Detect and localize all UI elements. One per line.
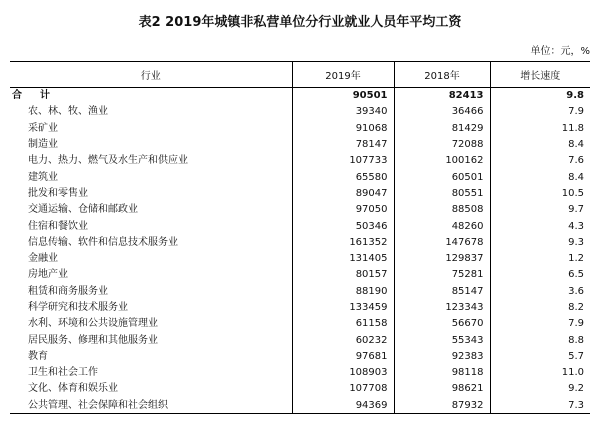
industry-cell: 批发和零售业 [28, 187, 88, 199]
industry-cell: 电力、热力、燃气及水生产和供应业 [28, 155, 188, 167]
table-row [10, 234, 590, 250]
value-2018-cell: 48260 [394, 218, 490, 234]
value-2018-cell: 85147 [394, 283, 490, 299]
growth-cell: 8.8 [490, 332, 590, 348]
industry-cell: 居民服务、修理和其他服务业 [28, 334, 158, 346]
industry-cell: 租赁和商务服务业 [28, 285, 108, 297]
value-2019-cell: 89047 [292, 185, 394, 201]
industry-cell: 文化、体育和娱乐业 [28, 383, 118, 395]
value-2019-cell: 61158 [292, 316, 394, 332]
table-body [10, 88, 590, 414]
table-row [10, 397, 590, 413]
growth-cell: 6.5 [490, 267, 590, 283]
unit-note: 单位：元，% [530, 46, 590, 57]
industry-cell: 卫生和社会工作 [28, 367, 98, 379]
value-2019-cell: 65580 [292, 169, 394, 185]
industry-cell: 教育 [28, 350, 48, 362]
industry-cell: 公共管理、社会保障和社会组织 [10, 397, 292, 413]
value-2018-cell: 56670 [394, 316, 490, 332]
total-2018: 82413 [394, 88, 490, 104]
industry-cell: 农、林、牧、渔业 [28, 106, 108, 118]
total-row [10, 88, 590, 104]
value-2018-cell: 98118 [394, 365, 490, 381]
industry-cell: 科学研究和技术服务业 [28, 302, 128, 313]
value-2019-cell: 60232 [292, 332, 394, 348]
value-2018-cell: 98621 [394, 381, 490, 397]
table-row [10, 120, 590, 136]
value-2019-cell: 107733 [292, 153, 394, 169]
growth-cell: 9.2 [490, 381, 590, 397]
value-2019-cell: 50346 [292, 218, 394, 234]
growth-cell: 7.3 [490, 397, 590, 413]
table-row [10, 381, 590, 397]
growth-cell: 9.3 [490, 234, 590, 250]
industry-cell: 金融业 [28, 253, 58, 265]
industry-cell: 住宿和餐饮业 [28, 220, 88, 232]
table-row [10, 218, 590, 234]
table-row [10, 202, 590, 218]
value-2018-cell: 55343 [394, 332, 490, 348]
table-row [10, 332, 590, 348]
table-row [10, 316, 590, 332]
wage-table [10, 61, 590, 414]
header-2019: 2019年 [292, 62, 394, 88]
value-2019-cell: 78147 [292, 136, 394, 152]
value-2018-cell: 72088 [394, 136, 490, 152]
table-row [10, 153, 590, 169]
table-row [10, 348, 590, 364]
industry-cell: 交通运输、仓储和邮政业 [28, 204, 138, 216]
total-growth: 9.8 [490, 88, 590, 104]
growth-cell: 10.5 [490, 185, 590, 201]
table-row [10, 169, 590, 185]
value-2018-cell: 81429 [394, 120, 490, 136]
header-industry: 行业 [10, 62, 292, 88]
value-2018-cell: 36466 [394, 104, 490, 120]
growth-cell: 1.2 [490, 250, 590, 266]
industry-cell: 房地产业 [28, 269, 68, 281]
growth-cell: 8.4 [490, 169, 590, 185]
value-2019-cell: 161352 [292, 234, 394, 250]
growth-cell: 7.6 [490, 153, 590, 169]
industry-cell: 信息传输、软件和信息技术服务业 [28, 236, 178, 248]
total-label: 合 计 [12, 90, 54, 102]
value-2018-cell: 60501 [394, 169, 490, 185]
value-2018-cell: 87932 [394, 397, 490, 413]
value-2018-cell: 88508 [394, 202, 490, 218]
value-2019-cell: 39340 [292, 104, 394, 120]
industry-cell: 采矿业 [28, 122, 58, 134]
industry-cell: 建筑业 [28, 171, 58, 183]
industry-cell: 水利、环境和公共设施管理业 [28, 318, 158, 330]
table-row [10, 104, 590, 120]
value-2019-cell: 97681 [292, 348, 394, 364]
value-2019-cell: 108903 [292, 365, 394, 381]
value-2019-cell: 133459 [292, 299, 394, 315]
value-2019-cell: 131405 [292, 250, 394, 266]
value-2019-cell: 80157 [292, 267, 394, 283]
value-2018-cell: 100162 [394, 153, 490, 169]
value-2018-cell: 129837 [394, 250, 490, 266]
table-header [10, 62, 590, 88]
growth-cell: 5.7 [490, 348, 590, 364]
value-2018-cell: 75281 [394, 267, 490, 283]
total-2019: 90501 [292, 88, 394, 104]
table-row [10, 283, 590, 299]
growth-cell: 8.2 [490, 299, 590, 315]
value-2018-cell: 147678 [394, 234, 490, 250]
header-2018: 2018年 [394, 62, 490, 88]
value-2019-cell: 94369 [292, 397, 394, 413]
value-2019-cell: 97050 [292, 202, 394, 218]
value-2018-cell: 123343 [394, 299, 490, 315]
table-title: 表2 2019年城镇非私营单位分行业就业人员年平均工资 [138, 15, 462, 30]
industry-cell: 制造业 [28, 139, 58, 151]
table-row [10, 267, 590, 283]
value-2018-cell: 92383 [394, 348, 490, 364]
growth-cell: 7.9 [490, 104, 590, 120]
growth-cell: 3.6 [490, 283, 590, 299]
table-row [10, 365, 590, 381]
header-row [10, 62, 590, 88]
value-2019-cell: 107708 [292, 381, 394, 397]
table-row [10, 185, 590, 201]
growth-cell: 11.0 [490, 365, 590, 381]
growth-cell: 9.7 [490, 202, 590, 218]
value-2019-cell: 91068 [292, 120, 394, 136]
growth-cell: 4.3 [490, 218, 590, 234]
table-row [10, 136, 590, 152]
growth-cell: 11.8 [490, 120, 590, 136]
growth-cell: 7.9 [490, 316, 590, 332]
value-2018-cell: 80551 [394, 185, 490, 201]
table-row [10, 250, 590, 266]
growth-cell: 8.4 [490, 136, 590, 152]
table-row [10, 299, 590, 315]
value-2019-cell: 88190 [292, 283, 394, 299]
header-growth: 增长速度 [490, 62, 590, 88]
